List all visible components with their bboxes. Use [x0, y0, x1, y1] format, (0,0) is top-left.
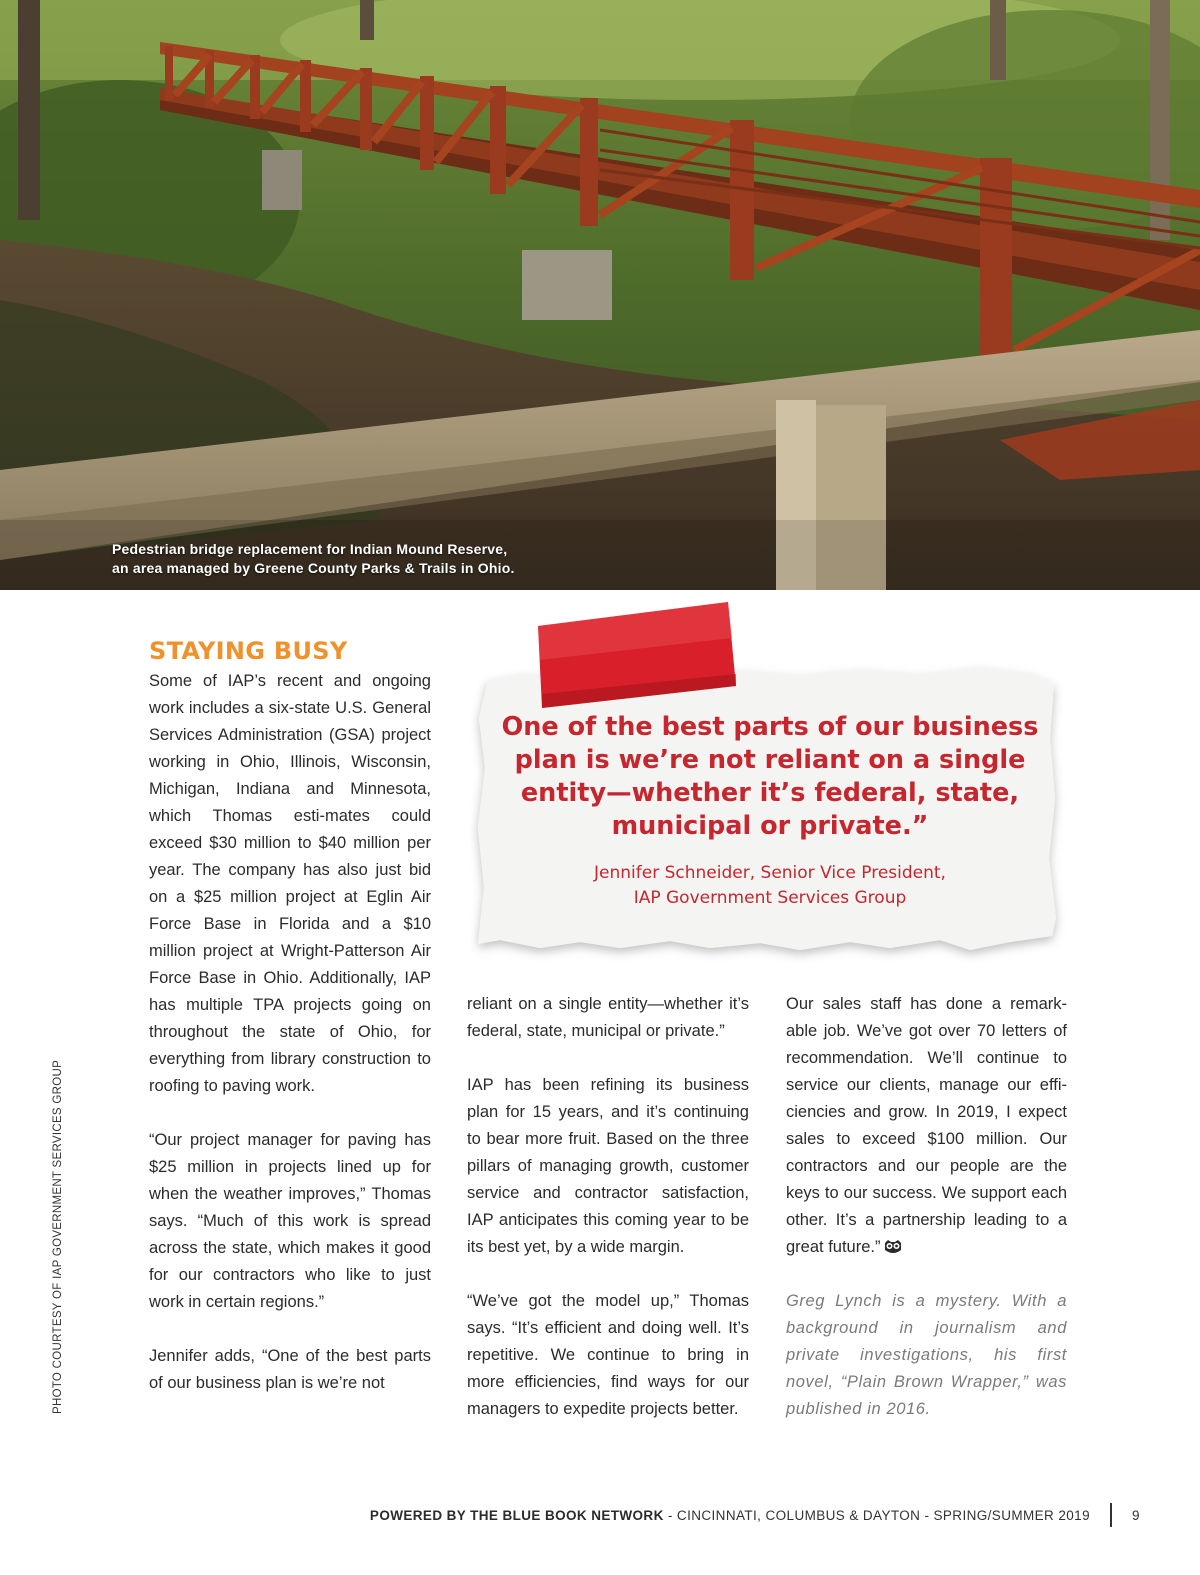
- bridge-illustration: [0, 0, 1200, 590]
- photo-caption-line-2: an area managed by Greene County Parks & Trails in Ohio.: [112, 560, 515, 576]
- hero-photo: [0, 0, 1200, 590]
- paragraph: “Our project manager for paving has $25 million in projects lined up for when the weather improves,” Thomas says. “Much of this work is spread across the state, which makes it good for our contractors who like to just work in certain regions.”: [149, 1131, 431, 1311]
- attribution-line-1: Jennifer Schneider, Senior Vice President,: [594, 863, 946, 883]
- pull-quote-text: One of the best parts of our business plan is we’re not reliant on a single entity—whether it’s federal, state, municipal or private.”: [501, 712, 1039, 841]
- paragraph: Some of IAP’s recent and ongoing work includes a six-state U.S. General Services Administration (GSA) project working in Ohio, Illinois, Wisconsin, Michigan, Indiana and Minnesota, which Thomas esti-mates could exceed $30 million to $40 million per year. The company has also just bid on a $25 million project at Eglin Air Force Base in Florida and a $10 million project at Wright-Patterson Air Force Base in Ohio. Additionally, IAP has multiple TPA projects going on throughout the state of Ohio, for everything from library construction to roofing to paving work.: [149, 672, 431, 1095]
- footer-divider: [1110, 1503, 1112, 1527]
- owl-icon: [883, 1239, 903, 1255]
- photo-credit: PHOTO COURTESY OF IAP GOVERNMENT SERVICES GROUP: [52, 1059, 64, 1414]
- article-column-3: [786, 991, 1067, 1423]
- paragraph: “We’ve got the model up,” Thomas says. “It’s efficient and doing well. It’s repetitive. We continue to bring in more efficiencies, find ways for our managers to expedite projects better.: [467, 1292, 749, 1418]
- article-column-2: [467, 991, 749, 1423]
- footer-brand: POWERED BY THE BLUE BOOK NETWORK: [369, 1508, 664, 1523]
- attribution-line-2: IAP Government Services Group: [633, 888, 907, 908]
- footer-text: [370, 1508, 1090, 1523]
- page-number: 9: [1132, 1508, 1140, 1523]
- photo-caption: [112, 540, 515, 578]
- footer-edition: - CINCINNATI, COLUMBUS & DAYTON - SPRING/SUMMER 2019: [663, 1508, 1090, 1523]
- section-heading: STAYING BUSY: [149, 637, 348, 665]
- photo-caption-line-1: Pedestrian bridge replacement for Indian Mound Reserve,: [112, 541, 508, 557]
- pull-quote: [470, 598, 1070, 983]
- paragraph: Our sales staff has done a remark-able job. We’ve got over 70 letters of recommendation. We’ll continue to service our clients, manage our effi-ciencies and grow. In 2019, I expect sales to exceed $100 million. Our contractors and our people are the keys to our success. We support each other. It’s a partnership leading to a great future.”: [786, 995, 1067, 1256]
- paragraph: reliant on a single entity—whether it’s federal, state, municipal or private.”: [467, 995, 749, 1040]
- paragraph: Jennifer adds, “One of the best parts of our business plan is we’re not: [149, 1347, 431, 1392]
- paragraph-with-end-mark: [786, 991, 1067, 1261]
- pull-quote-attribution: [500, 861, 1040, 911]
- article-column-1: [149, 668, 431, 1397]
- author-bio: Greg Lynch is a mystery. With a background in journalism and private investigations, his first novel, “Plain Brown Wrapper,” was published in 2016.: [786, 1292, 1067, 1418]
- paragraph: IAP has been refining its business plan for 15 years, and it’s continuing to bear more fruit. Based on the three pillars of managing growth, customer service and contractor satisfaction, IAP anticipates this coming year to be its best yet, by a wide margin.: [467, 1076, 749, 1256]
